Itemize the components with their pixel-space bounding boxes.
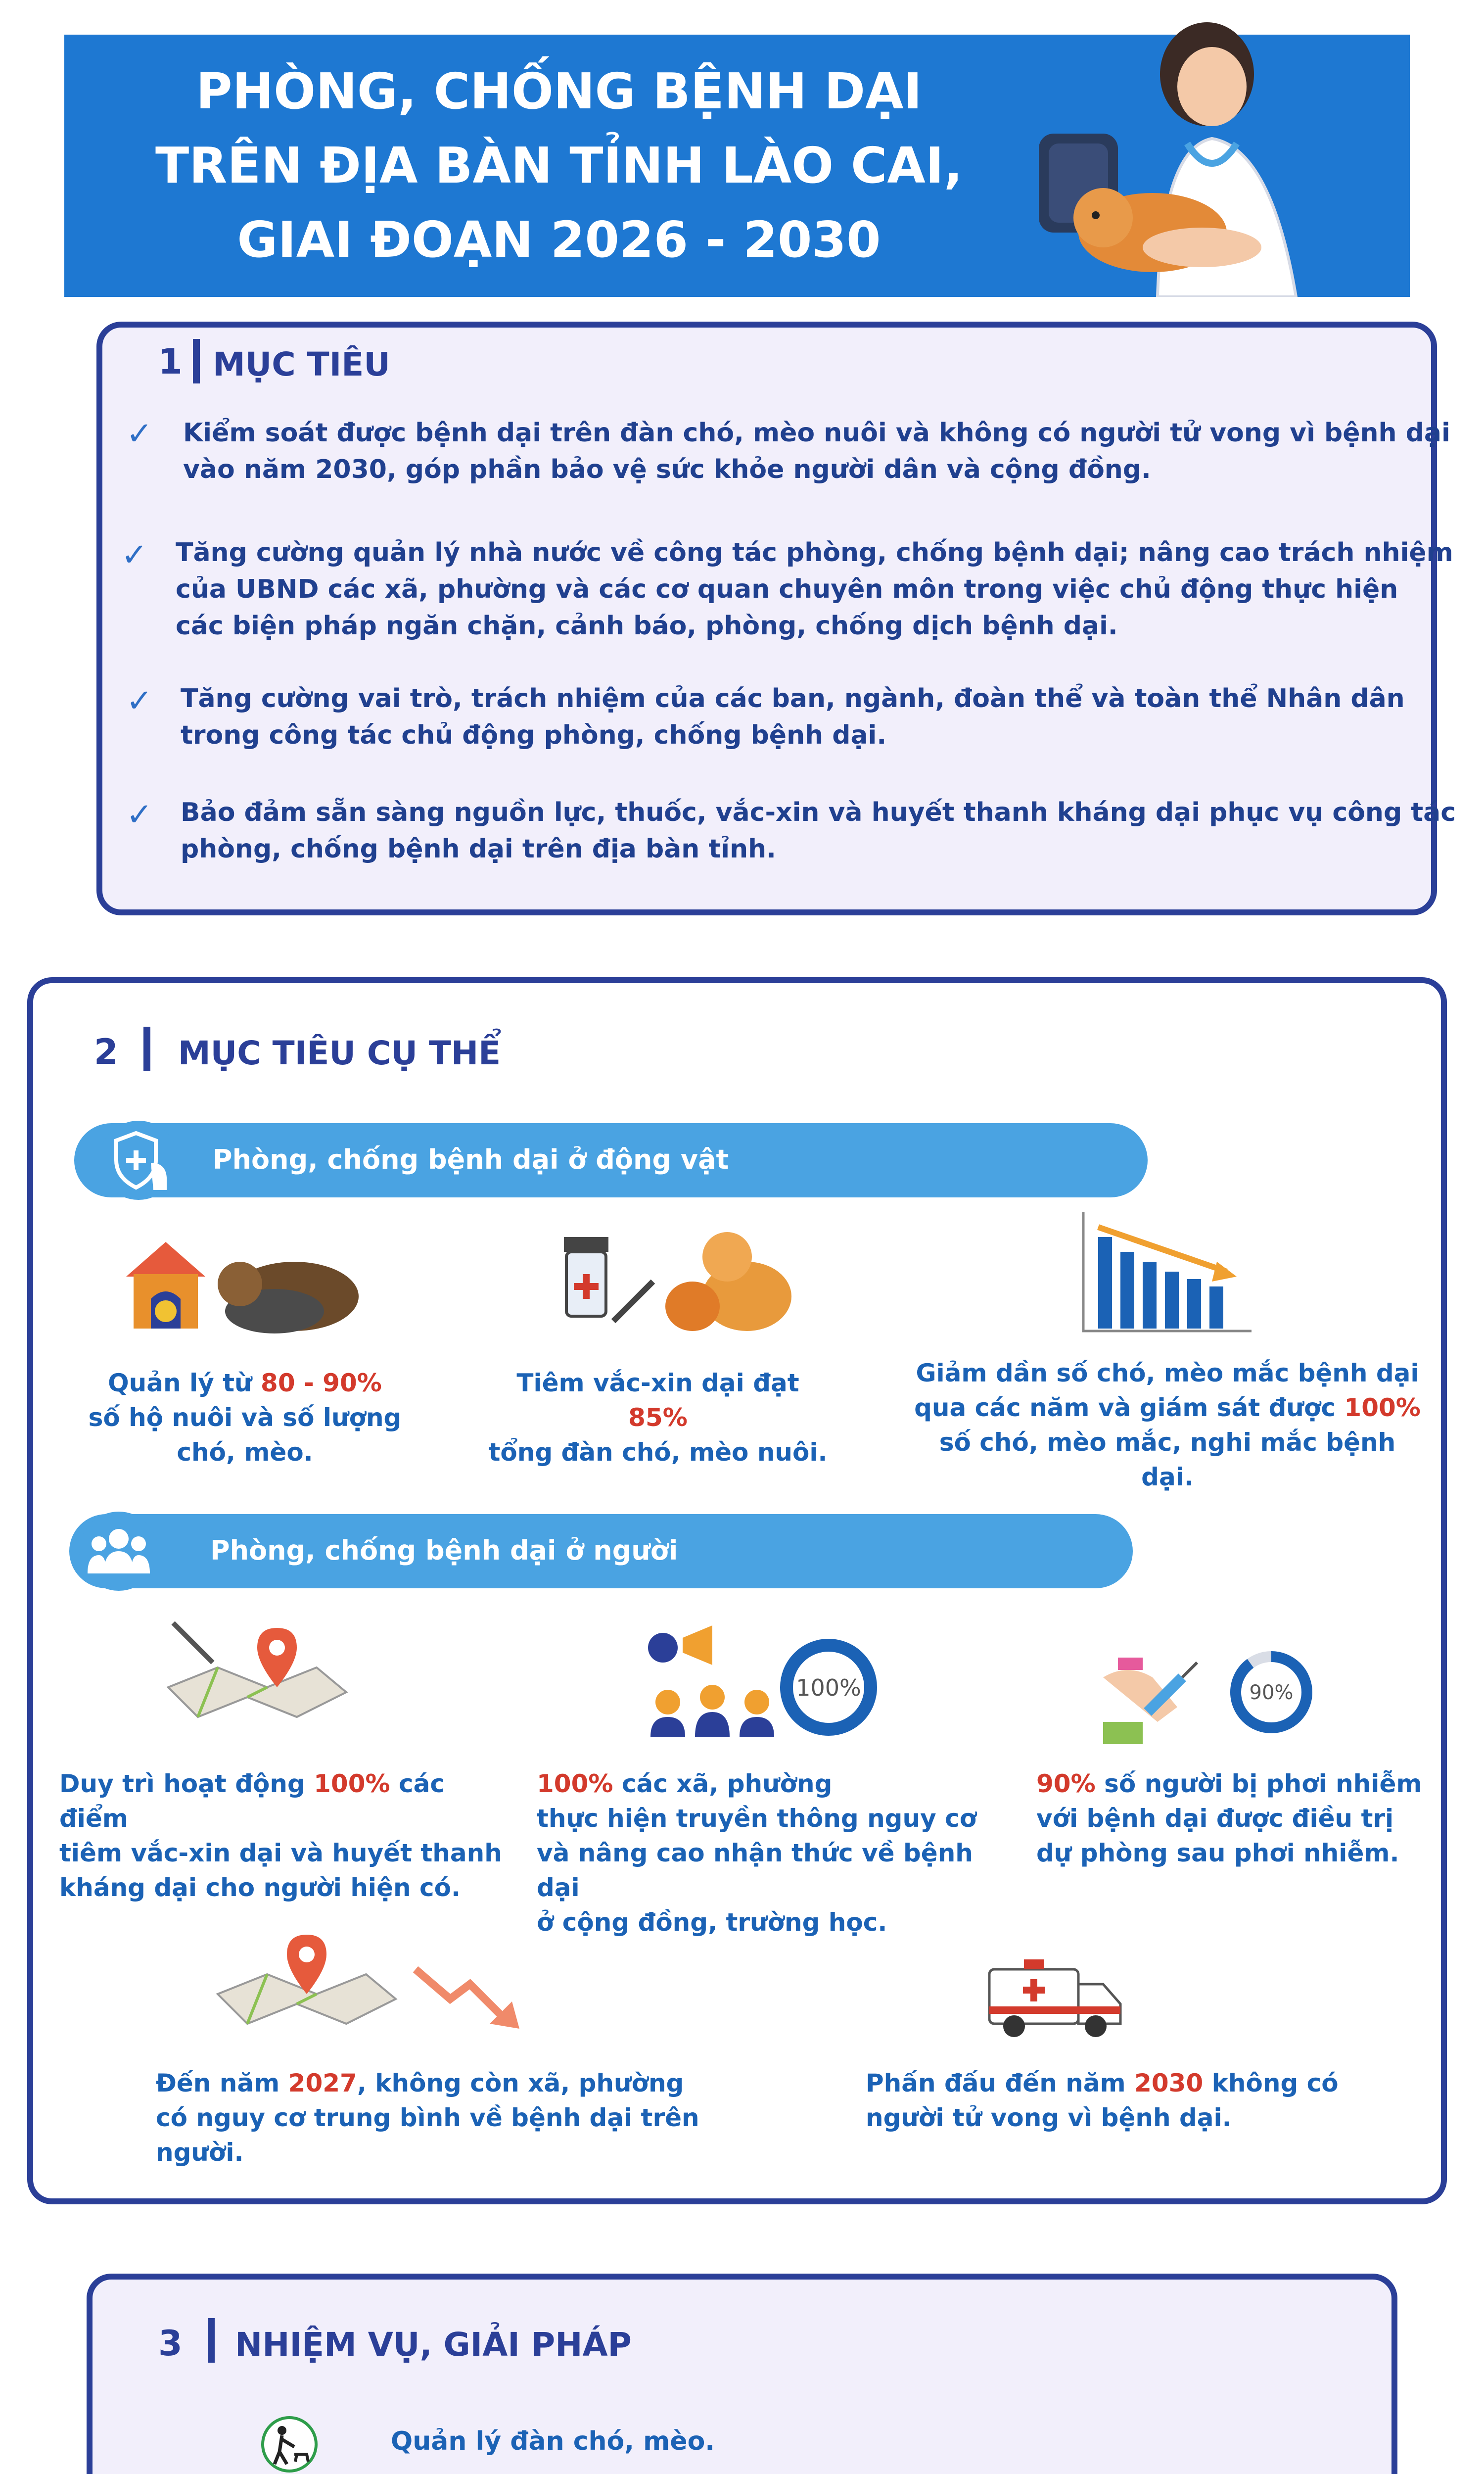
ring-100-percent bbox=[777, 1635, 881, 1739]
dog-house-icon bbox=[116, 1237, 373, 1336]
check-icon: ✓ bbox=[126, 683, 153, 719]
goal-3-line-2: trong công tác chủ động phòng, chống bệnh dại. bbox=[181, 720, 887, 750]
dog-walking-icon bbox=[260, 2415, 319, 2474]
people-group-icon bbox=[87, 1526, 151, 1576]
stat-text: không có bbox=[1203, 2069, 1339, 2097]
stat-highlight: 2027 bbox=[288, 2069, 357, 2097]
vaccine-pets-icon bbox=[554, 1227, 801, 1336]
page-title bbox=[64, 35, 1054, 297]
section3-divider bbox=[208, 2318, 215, 2363]
task-1-text: Quản lý đàn chó, mèo. bbox=[391, 2426, 715, 2456]
human-stat-2 bbox=[537, 1766, 1007, 1940]
stat-text: chó, mèo. bbox=[177, 1438, 313, 1467]
stat-text: Duy trì hoạt động bbox=[59, 1769, 314, 1798]
stat-text: có nguy cơ trung bình về bệnh dại trên bbox=[156, 2103, 699, 2132]
human-stat-5 bbox=[866, 2066, 1360, 2135]
check-icon: ✓ bbox=[126, 797, 153, 833]
stat-text: kháng dại cho người hiện có. bbox=[59, 1873, 461, 1902]
human-banner-label: Phòng, chống bệnh dại ở người bbox=[210, 1535, 678, 1566]
stat-text: với bệnh dại được điều trị bbox=[1036, 1804, 1394, 1833]
goal-1-line-2: vào năm 2030, góp phần bảo vệ sức khỏe người dân và cộng đồng. bbox=[183, 455, 1151, 484]
ambulance-icon bbox=[979, 1945, 1128, 2044]
downtrend-arrow-icon bbox=[411, 1959, 529, 2039]
section2-number: 2 bbox=[94, 1032, 118, 1072]
injection-hand-icon bbox=[1098, 1648, 1202, 1747]
title-line-1: PHÒNG, CHỐNG BỆNH DẠI bbox=[196, 62, 922, 120]
stat-text: các xã, phường bbox=[613, 1769, 833, 1798]
stat-text: số chó, mèo mắc, nghi mắc bệnh dại. bbox=[939, 1428, 1396, 1491]
task-1 bbox=[391, 2423, 715, 2460]
section3-number: 3 bbox=[158, 2323, 183, 2364]
stat-highlight: 2030 bbox=[1134, 2069, 1204, 2097]
stat-highlight: 80 - 90% bbox=[261, 1369, 382, 1397]
stat-text: ở cộng đồng, trường học. bbox=[537, 1908, 887, 1937]
goal-2-line-2: của UBND các xã, phường và các cơ quan chuyên môn trong việc chủ động thực hiện bbox=[176, 574, 1398, 604]
animal-stat-2 bbox=[485, 1366, 831, 1470]
human-stat-3 bbox=[1036, 1766, 1442, 1870]
stat-text: qua các năm và giám sát được bbox=[914, 1393, 1345, 1422]
goal-3 bbox=[181, 680, 1405, 754]
ring-90-label: 90% bbox=[1249, 1681, 1294, 1704]
stat-highlight: 100% bbox=[1344, 1393, 1421, 1422]
map-location-icon bbox=[158, 1618, 356, 1747]
stat-text: thực hiện truyền thông nguy cơ bbox=[537, 1804, 977, 1833]
stat-text: số người bị phơi nhiễm bbox=[1095, 1769, 1422, 1798]
map-location-icon bbox=[208, 1930, 406, 2044]
goal-2 bbox=[176, 534, 1453, 644]
stat-highlight: 90% bbox=[1036, 1769, 1096, 1798]
goal-4-line-2: phòng, chống bệnh dại trên địa bàn tỉnh. bbox=[181, 834, 776, 864]
stat-text: số hộ nuôi và số lượng bbox=[88, 1403, 402, 1432]
section2-divider bbox=[143, 1027, 150, 1071]
stat-text: các điểm bbox=[59, 1769, 445, 1833]
stat-text: tổng đàn chó, mèo nuôi. bbox=[488, 1438, 828, 1467]
animal-banner-label: Phòng, chống bệnh dại ở động vật bbox=[213, 1144, 729, 1175]
stat-text: và nâng cao nhận thức về bệnh dại bbox=[537, 1839, 973, 1902]
stat-text: người tử vong vì bệnh dại. bbox=[866, 2103, 1232, 2132]
check-icon: ✓ bbox=[126, 416, 153, 452]
section1-divider bbox=[193, 339, 200, 383]
goal-1-line-1: Kiểm soát được bệnh dại trên đàn chó, mèo nuôi và không có người tử vong vì bệnh dại bbox=[183, 418, 1450, 448]
section2-title: MỤC TIÊU CỤ THỂ bbox=[178, 1034, 501, 1072]
stat-text: tiêm vắc-xin dại và huyết thanh bbox=[59, 1839, 502, 1867]
goal-2-line-3: các biện pháp ngăn chặn, cảnh báo, phòng, chống dịch bệnh dại. bbox=[176, 611, 1118, 641]
section3-title: NHIỆM VỤ, GIẢI PHÁP bbox=[235, 2326, 632, 2364]
section1-number: 1 bbox=[158, 341, 183, 382]
stat-highlight: 100% bbox=[314, 1769, 390, 1798]
animal-stat-1 bbox=[74, 1366, 416, 1470]
goal-4 bbox=[181, 794, 1456, 867]
human-stat-1 bbox=[59, 1766, 505, 1905]
stat-text: Quản lý từ bbox=[108, 1369, 261, 1397]
ring-90-percent bbox=[1227, 1648, 1316, 1737]
stat-text: người. bbox=[156, 2138, 244, 2167]
ring-100-label: 100% bbox=[796, 1674, 861, 1701]
title-line-3: GIAI ĐOẠN 2026 - 2030 bbox=[237, 211, 881, 269]
goal-4-line-1: Bảo đảm sẵn sàng nguồn lực, thuốc, vắc-xin và huyết thanh kháng dại phục vụ công tác bbox=[181, 798, 1456, 827]
animal-stat-3 bbox=[910, 1356, 1425, 1494]
section1-title: MỤC TIÊU bbox=[213, 345, 390, 383]
goal-3-line-1: Tăng cường vai trò, trách nhiệm của các ban, ngành, đoàn thể và toàn thể Nhân dân bbox=[181, 684, 1405, 714]
shield-hand-icon bbox=[111, 1128, 171, 1192]
goal-2-line-1: Tăng cường quản lý nhà nước về công tác phòng, chống bệnh dại; nâng cao trách nhiệm bbox=[176, 538, 1453, 568]
stat-text: Phấn đấu đến năm bbox=[866, 2069, 1135, 2097]
veterinarian-with-dog-icon bbox=[1039, 20, 1360, 297]
title-line-2: TRÊN ĐỊA BÀN TỈNH LÀO CAI, bbox=[155, 137, 963, 194]
stat-text: , không còn xã, phường bbox=[357, 2069, 684, 2097]
check-icon: ✓ bbox=[121, 537, 148, 573]
decreasing-bar-chart-icon bbox=[1078, 1207, 1256, 1336]
stat-text: Giảm dần số chó, mèo mắc bệnh dại bbox=[916, 1359, 1419, 1387]
goal-1 bbox=[183, 415, 1450, 488]
human-stat-4 bbox=[156, 2066, 700, 2170]
stat-highlight: 85% bbox=[628, 1403, 688, 1432]
stat-highlight: 100% bbox=[537, 1769, 613, 1798]
stat-text: dự phòng sau phơi nhiễm. bbox=[1036, 1839, 1399, 1867]
stat-text: Tiêm vắc-xin dại đạt bbox=[516, 1369, 799, 1397]
stat-text: Đến năm bbox=[156, 2069, 288, 2097]
